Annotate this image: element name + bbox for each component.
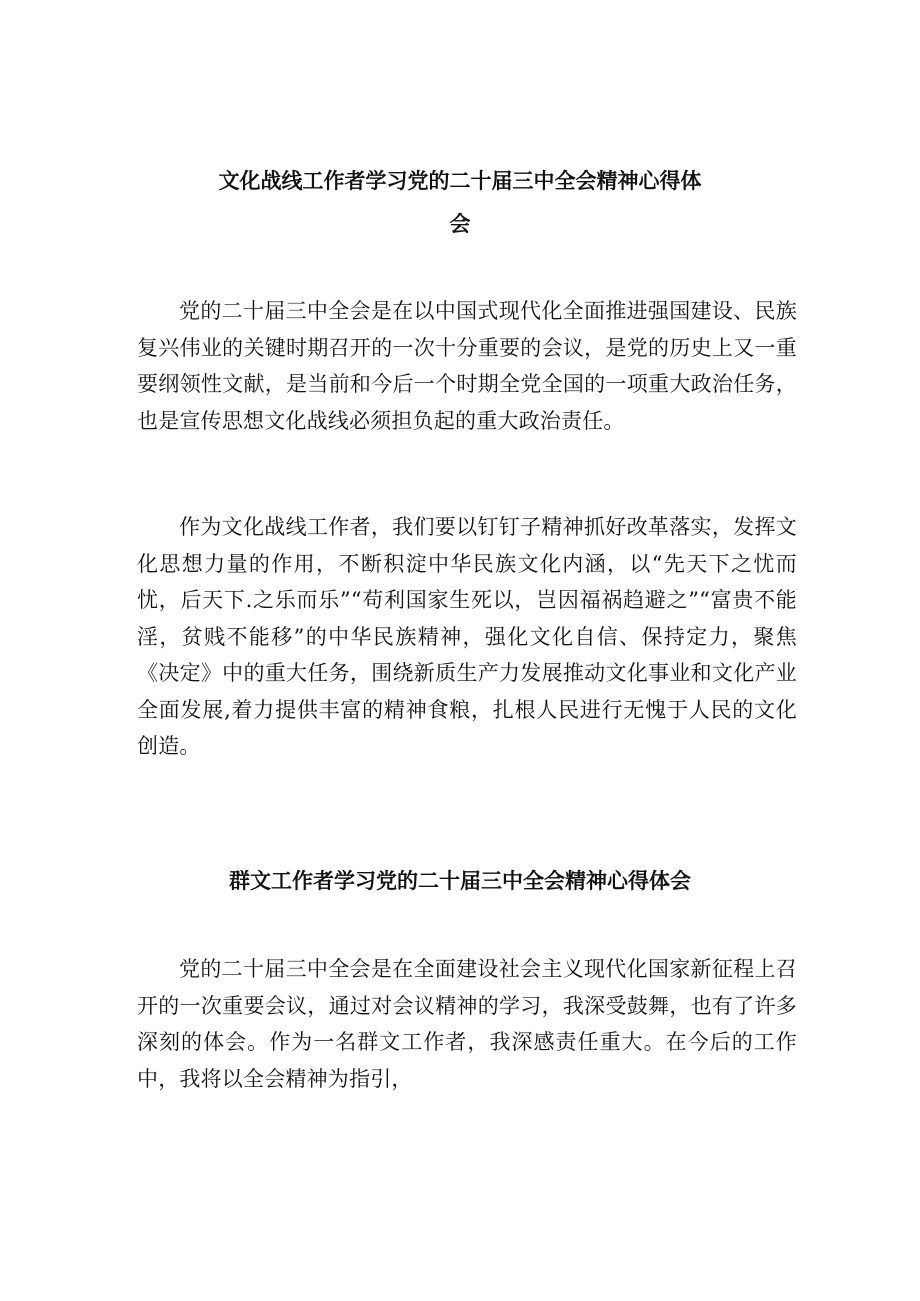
section1-paragraph2: 作为文化战线工作者，我们要以钉钉子精神抓好改革落实，发挥文化思想力量的作用，不断积淀中华民族文化内涵，以“先天下之忧而忧，后天下.之乐而乐”“苟利国家生死以，岂因福祸趋避之”“富贵不能淫，贫贱不能移”的中华民族精神，强化文化自信、保持定力，聚焦《决定》中的重大任务，围绕新质生产力发展推动文化事业和文化产业全面发展,着力提供丰富的精神食粮，扎根人民进行无愧于人民的文化创造。: [137, 515, 797, 758]
section1-paragraph1: 党的二十届三中全会是在以中国式现代化全面推进强国建设、民族复兴伟业的关键时期召开的一次十分重要的会议，是党的历史上又一重要纲领性文献，是当前和今后一个时期全党全国的一项重大政治任务，也是宣传思想文化战线必须担负起的重大政治责任。: [137, 299, 797, 433]
section1-title-line1: 文化战线工作者学习党的二十届三中全会精神心得体: [218, 169, 702, 193]
section1-title-line2: 会: [449, 212, 471, 236]
section2-paragraph1: 党的二十届三中全会是在全面建设社会主义现代化国家新征程上召开的一次重要会议，通过对会议精神的学习，我深受鼓舞，也有了许多深刻的体会。作为一名群文工作者，我深感责任重大。在今后的工作中，我将以全会精神为指引，: [137, 957, 797, 1091]
section2-title: 群文工作者学习党的二十届三中全会精神心得体会: [229, 869, 691, 893]
